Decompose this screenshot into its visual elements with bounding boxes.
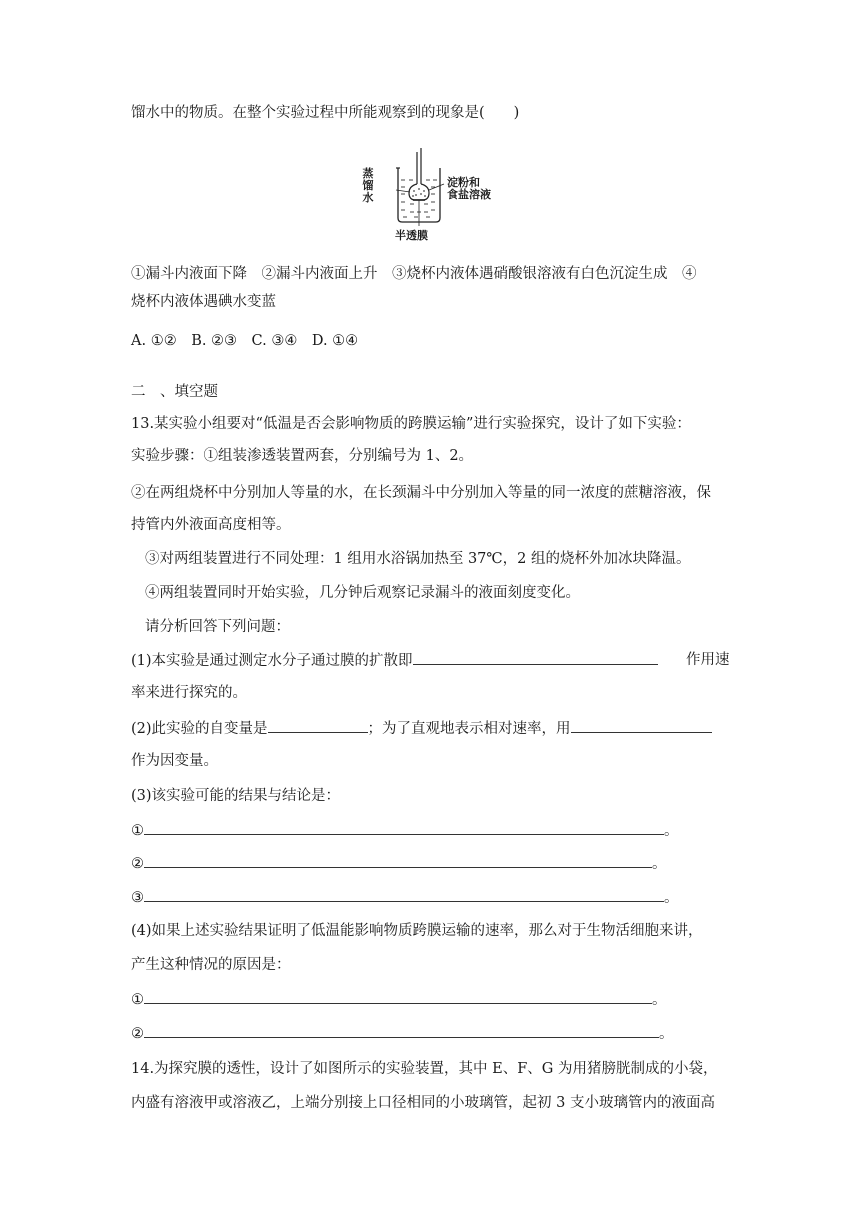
q13-part2 — [131, 718, 712, 739]
q13-step3: ③对两组装置进行不同处理：1 组用水浴锅加热至 37℃，2 组的烧杯外加冰块降温。 — [145, 551, 691, 567]
q13-part2-blank-b — [571, 718, 712, 733]
q13-part2-cont: 作为因变量。 — [131, 753, 218, 769]
figure-label-right-2: 食盐溶液 — [447, 188, 491, 201]
q13-part3: (3)该实验可能的结果与结论是： — [131, 788, 341, 804]
result-1-blank — [144, 820, 664, 835]
result-2-blank — [144, 853, 652, 868]
result-3-period: 。 — [664, 890, 679, 906]
reason-2-blank — [144, 1023, 659, 1038]
q13-part2-blank-a — [268, 718, 368, 733]
figure-label-right-1: 淀粉和 — [447, 176, 480, 189]
intro-line: 馏水中的物质。在整个实验过程中所能观察到的现象是( ) — [131, 105, 520, 121]
reason-1-mark: ① — [131, 992, 144, 1008]
q13-part4-line2: 产生这种情况的原因是： — [131, 957, 291, 973]
q13-result-3 — [131, 887, 679, 908]
reason-2-mark: ② — [131, 1026, 144, 1042]
q13-result-2 — [131, 853, 667, 874]
q13-part1-cont: 率来进行探究的。 — [131, 685, 247, 701]
q13-step2-line1: ②在两组烧杯中分别加人等量的水，在长颈漏斗中分别加入等量的同一浓度的蔗糖溶液，保 — [131, 485, 711, 501]
q12-options-line2: 烧杯内液体遇碘水变蓝 — [131, 294, 276, 310]
q13-stem: 13.某实验小组要对“低温是否会影响物质的跨膜运输”进行实验探究，设计了如下实验： — [131, 416, 691, 432]
q13-part4-line1: (4)如果上述实验结果证明了低温能影响物质跨膜运输的速率，那么对于生物活细胞来讲， — [131, 923, 703, 939]
result-1-mark: ① — [131, 823, 144, 839]
q13-part1-tail: 作用速 — [686, 652, 730, 668]
result-2-period: 。 — [652, 856, 667, 872]
result-3-mark: ③ — [131, 890, 144, 906]
q12-options-line1: ①漏斗内液面下降 ②漏斗内液面上升 ③烧杯内液体遇硝酸银溶液有白色沉淀生成 ④ — [131, 266, 697, 282]
result-2-mark: ② — [131, 856, 144, 872]
q13-step2-line2: 持管内外液面高度相等。 — [131, 517, 291, 533]
q13-part1 — [131, 650, 658, 671]
figure-label-left-3: 水 — [362, 191, 374, 204]
q13-step4: ④两组装置同时开始实验，几分钟后观察记录漏斗的液面刻度变化。 — [145, 585, 580, 601]
section-title: 二 、填空题 — [131, 384, 218, 400]
q13-part2-text-b: ；为了直观地表示相对速率，用 — [367, 721, 571, 737]
result-1-period: 。 — [664, 823, 679, 839]
q13-step1: 实验步骤：①组装渗透装置两套，分别编号为 1、2。 — [131, 448, 474, 464]
osmosis-figure — [362, 146, 494, 244]
result-3-blank — [144, 887, 664, 902]
figure-label-bottom: 半透膜 — [395, 229, 428, 242]
q13-part1-blank — [413, 650, 658, 665]
q14-line1: 14.为探究膜的透性，设计了如图所示的实验装置，其中 E、F、G 为用猪膀胱制成的小袋， — [131, 1061, 718, 1077]
q13-reason-1 — [131, 989, 667, 1010]
reason-2-period: 。 — [659, 1026, 674, 1042]
reason-1-blank — [144, 989, 652, 1004]
q13-reason-2 — [131, 1023, 674, 1044]
q14-line2: 内盛有溶液甲或溶液乙，上端分别接上口径相同的小玻璃管，起初 3 支小玻璃管内的液面高 — [131, 1095, 715, 1111]
q13-part2-text-a: (2)此实验的自变量是 — [131, 721, 268, 737]
figure-label-left-1: 蒸 — [362, 167, 374, 180]
figure-label-left-2: 馏 — [362, 179, 374, 192]
q13-prompt: 请分析回答下列问题： — [145, 619, 290, 635]
q13-result-1 — [131, 820, 679, 841]
q13-part1-text: (1)本实验是通过测定水分子通过膜的扩散即 — [131, 653, 413, 669]
q12-choices: A. ①② B. ②③ C. ③④ D. ①④ — [131, 333, 359, 349]
reason-1-period: 。 — [652, 992, 667, 1008]
